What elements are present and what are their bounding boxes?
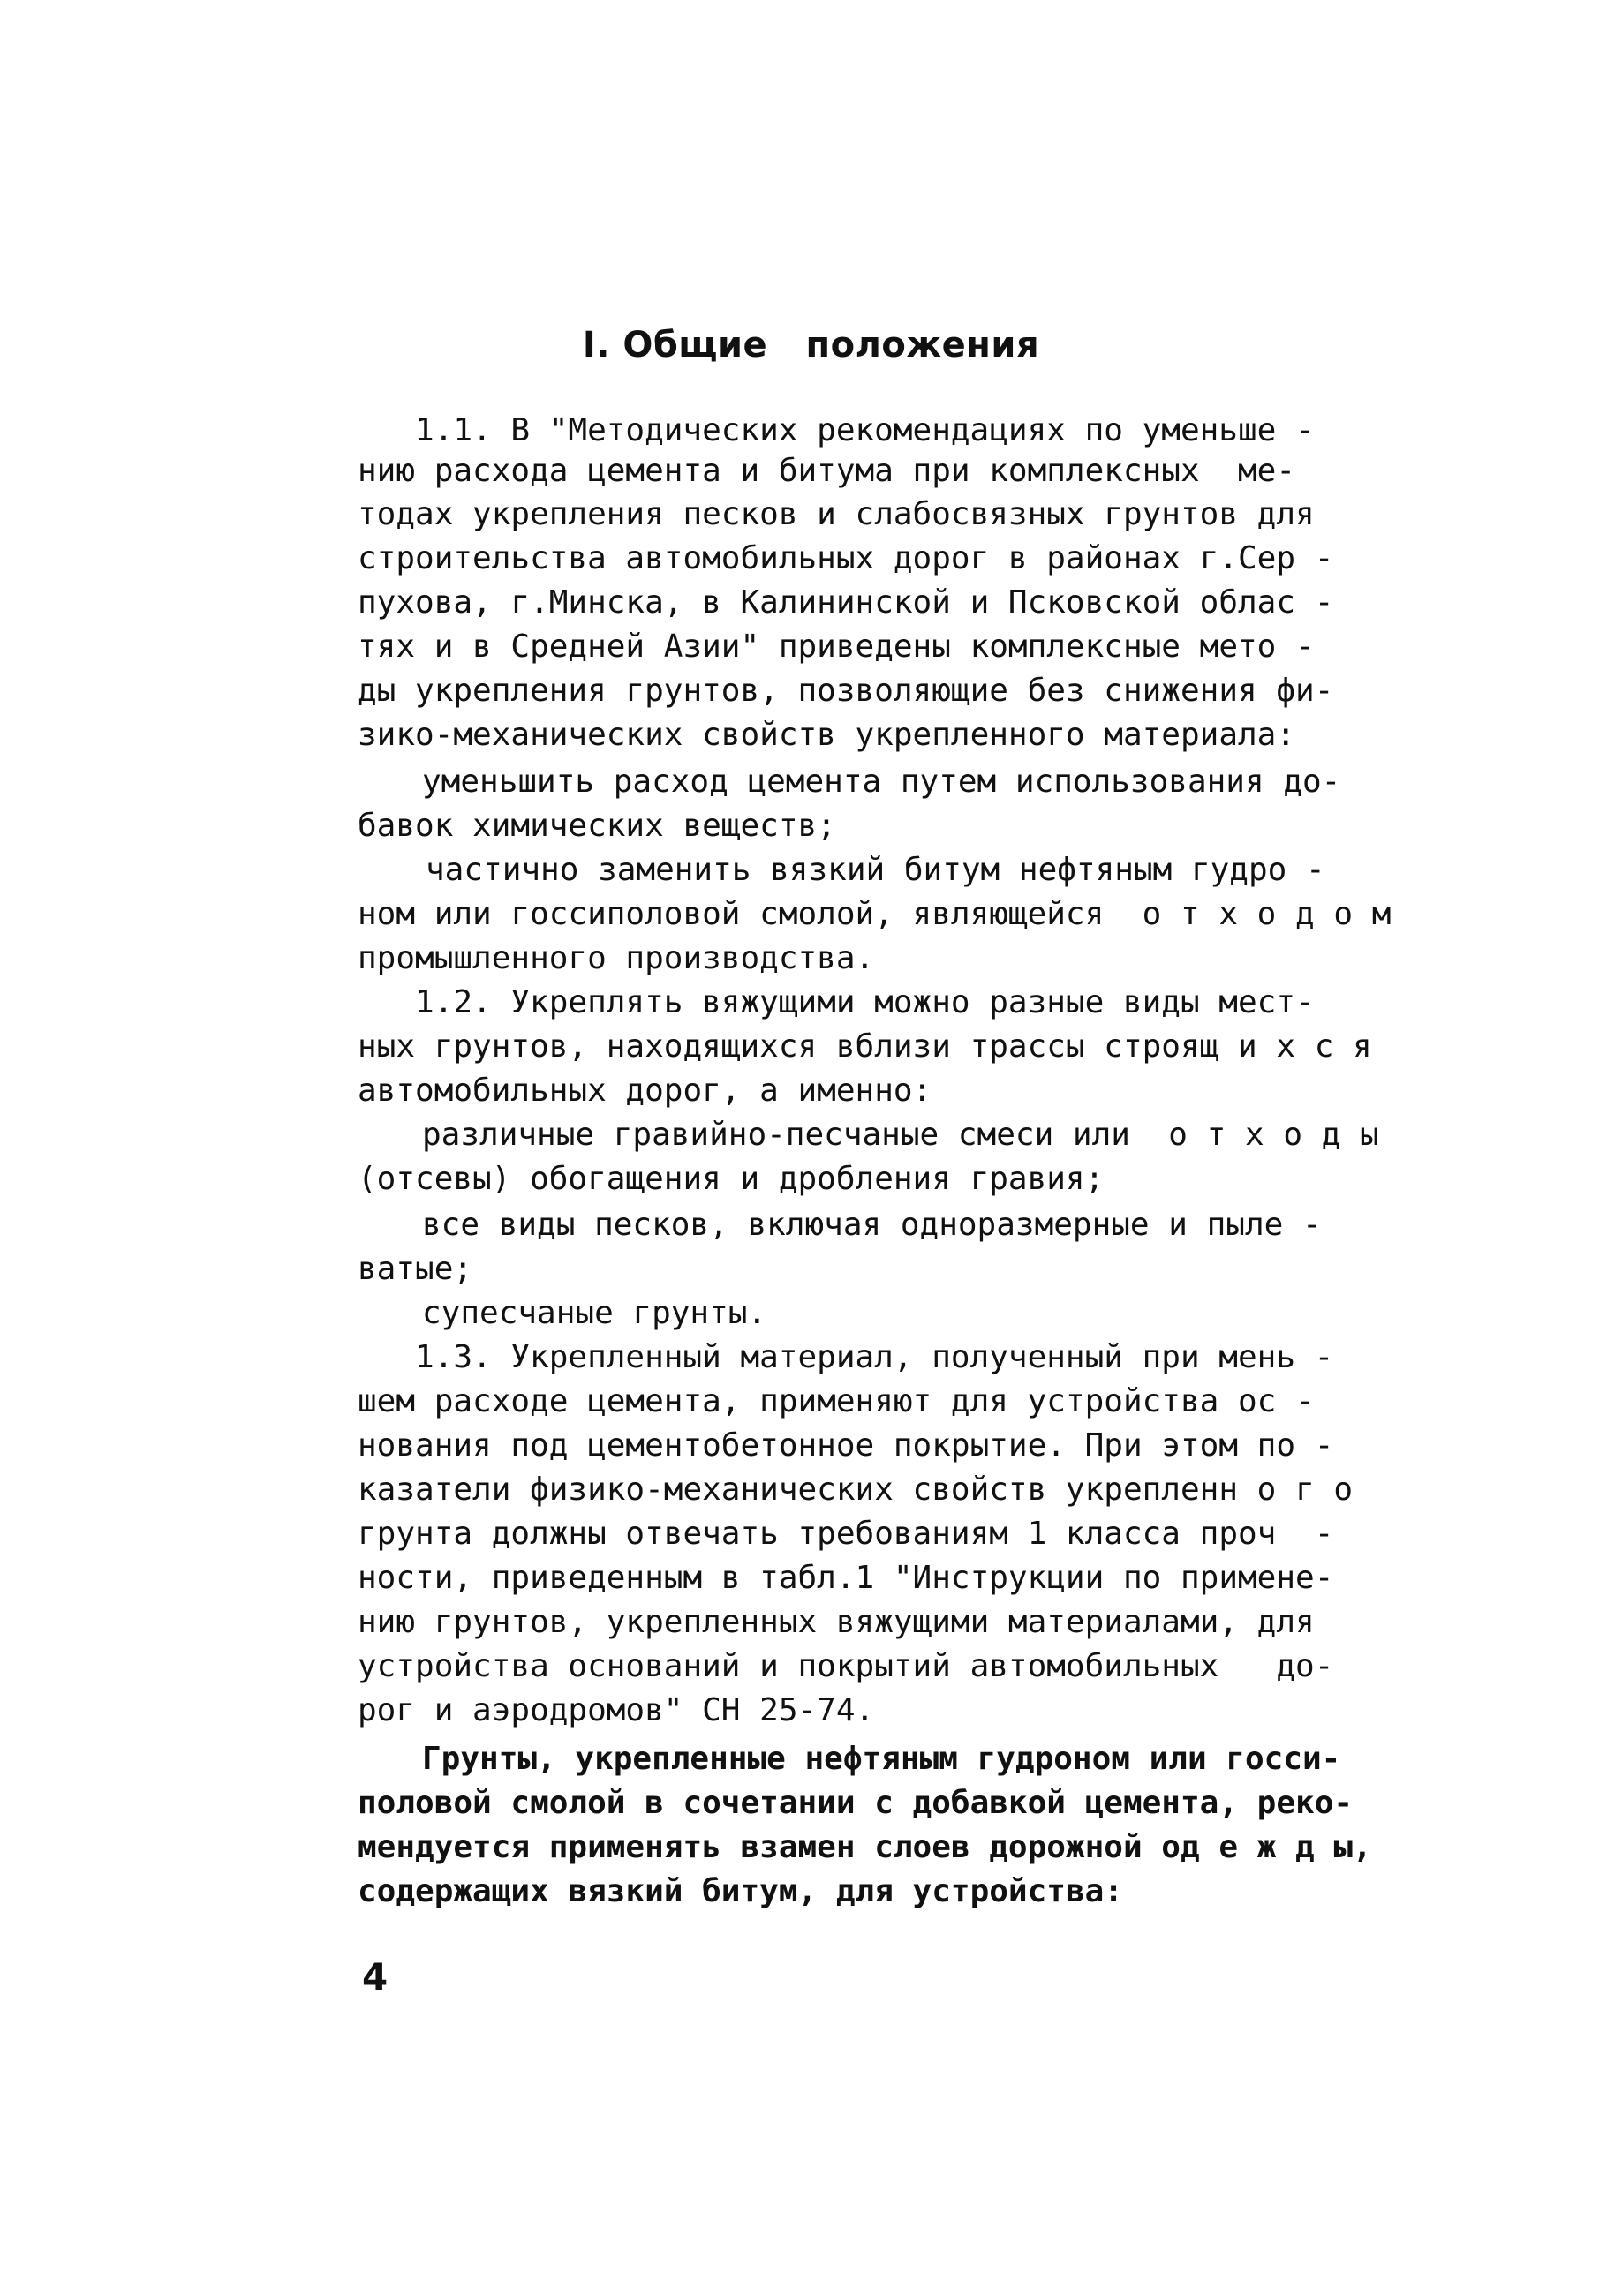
text-line: ных грунтов, находящихся вблизи трассы строящ и х с я: [358, 1028, 1372, 1065]
text-line: автомобильных дорог, а именно:: [358, 1073, 932, 1109]
text-line: 1.2. Укреплять вяжущими можно разные виды мест-: [415, 984, 1315, 1020]
section-heading: I. Общие положения: [582, 325, 1040, 365]
text-line: супесчаные грунты.: [422, 1295, 767, 1331]
text-line: грунта должны отвечать требованиям 1 класса проч -: [358, 1516, 1334, 1552]
text-line: частично заменить вязкий битум нефтяным гудро -: [426, 852, 1325, 888]
text-line: половой смолой в сочетании с добавкой цемента, реко-: [358, 1785, 1354, 1821]
text-line: зико-механических свойств укрепленного материала:: [358, 717, 1296, 753]
text-line: строительства автомобильных дорог в районах г.Сер -: [358, 540, 1334, 576]
text-line: ды укрепления грунтов, позволяющие без снижения фи-: [358, 673, 1334, 709]
text-line: нию грунтов, укрепленных вяжущими материалами, для: [358, 1604, 1315, 1640]
text-line: различные гравийно-песчаные смеси или о т х о д ы: [422, 1117, 1379, 1153]
text-line: уменьшить расход цемента путем использования до-: [422, 764, 1341, 800]
text-line: рог и аэродромов" СН 25-74.: [358, 1692, 875, 1728]
text-line: ватые;: [358, 1251, 473, 1287]
text-line: (отсевы) обогащения и дробления гравия;: [358, 1161, 1105, 1197]
text-line: Грунты, укрепленные нефтяным гудроном или госси-: [422, 1741, 1341, 1777]
text-line: 1.3. Укрепленный материал, полученный при мень -: [415, 1339, 1334, 1375]
text-line: тодах укрепления песков и слабосвязных грунтов для: [358, 496, 1315, 532]
text-line: промышленного производства.: [358, 940, 875, 976]
text-line: мендуется применять взамен слоев дорожной од е ж д ы,: [358, 1829, 1372, 1865]
text-line: пухова, г.Минска, в Калининской и Псковской облас -: [358, 584, 1334, 621]
text-line: устройства оснований и покрытий автомобильных до-: [358, 1648, 1334, 1684]
text-line: ности, приведенным в табл.1 "Инструкции по примене-: [358, 1560, 1334, 1596]
text-line: нования под цементобетонное покрытие. При этом по -: [358, 1427, 1334, 1464]
text-line: ном или госсиполовой смолой, являющейся о т х о д о м: [358, 896, 1392, 932]
text-line: бавок химических веществ;: [358, 808, 836, 844]
text-line: тях и в Средней Азии" приведены комплексные мето -: [358, 629, 1315, 665]
text-line: шем расходе цемента, применяют для устройства ос -: [358, 1383, 1315, 1419]
text-line: казатели физико-механических свойств укрепленн о г о: [358, 1472, 1354, 1508]
text-line: содержащих вязкий битум, для устройства:: [358, 1873, 1123, 1909]
text-line: нию расхода цемента и битума при комплексных ме-: [358, 453, 1296, 489]
page-number: 4: [362, 1955, 389, 1999]
text-line: 1.1. В "Методических рекомендациях по уменьше -: [415, 412, 1315, 448]
text-line: все виды песков, включая одноразмерные и пыле -: [422, 1207, 1322, 1243]
